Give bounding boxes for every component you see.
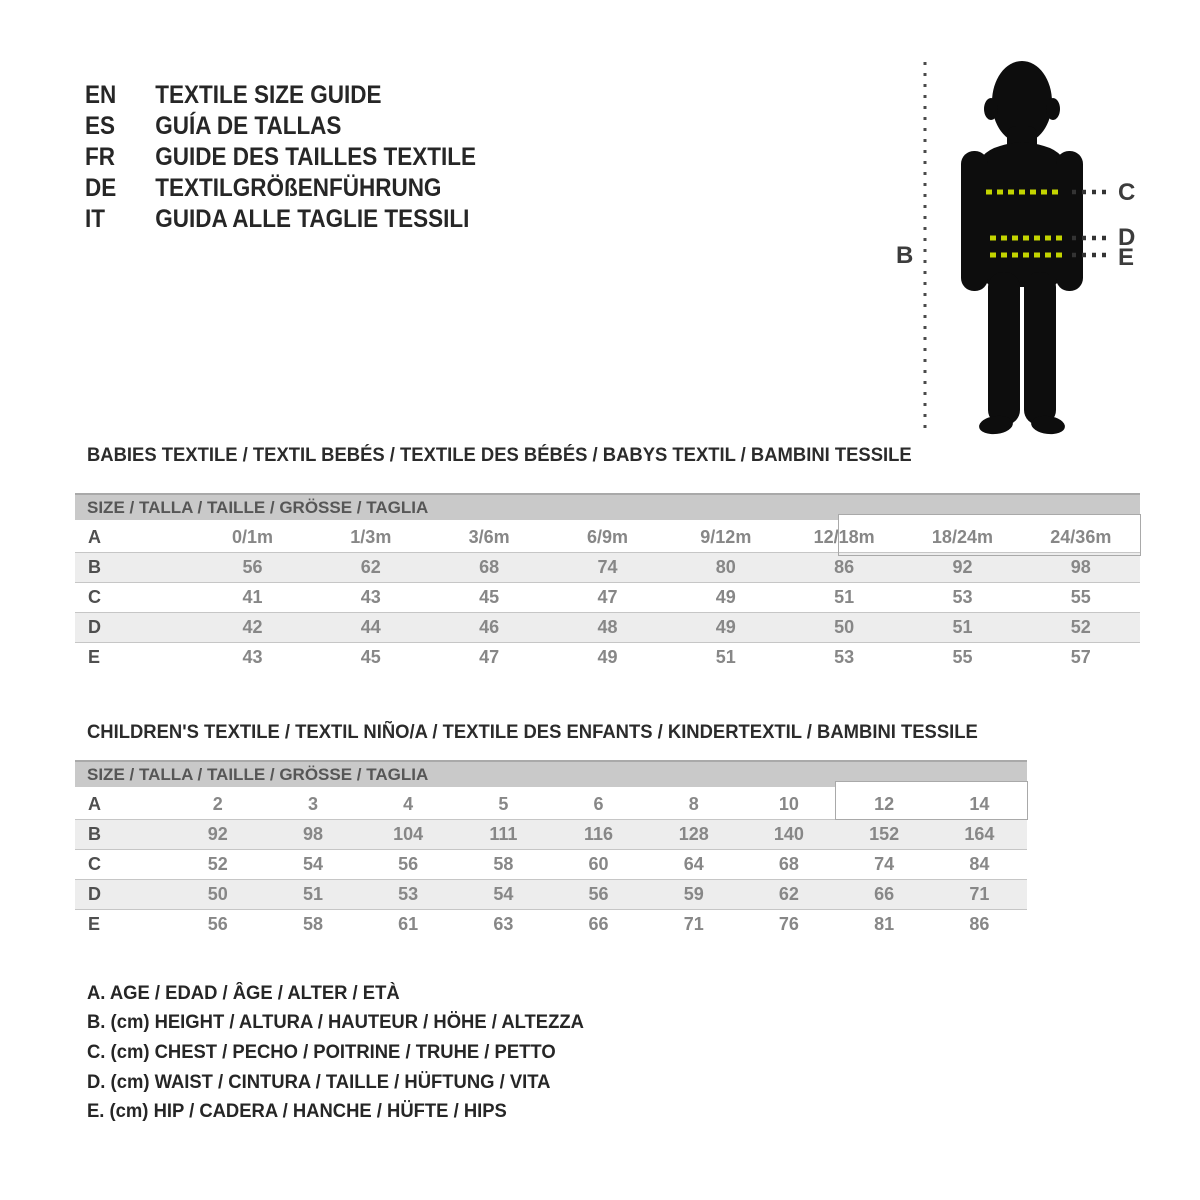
- size-cell: 128: [646, 820, 741, 850]
- table-row-c: [75, 850, 1027, 880]
- size-cell: 53: [361, 880, 456, 910]
- size-cell: 52: [207, 854, 228, 874]
- size-cell: 10: [778, 794, 799, 814]
- size-cell: 76: [778, 914, 799, 934]
- size-cell: 43: [360, 587, 381, 607]
- size-cell: 47: [479, 647, 500, 667]
- size-cell: 81: [874, 914, 895, 934]
- size-cell: 52: [1022, 613, 1140, 643]
- legend-item: C. (cm) CHEST / PECHO / POITRINE / TRUHE / PETTO: [87, 1041, 556, 1063]
- size-cell: 45: [360, 647, 381, 667]
- row-label: B: [75, 820, 170, 850]
- size-cell: 59: [646, 880, 741, 910]
- babies-highlight-box: [838, 514, 1141, 556]
- size-cell: 47: [597, 587, 618, 607]
- language-title-list: [85, 80, 476, 235]
- size-cell: 9/12m: [700, 527, 752, 547]
- table-row-c: [75, 583, 1140, 613]
- language-title: TEXTILE SIZE GUIDE: [155, 81, 382, 109]
- size-cell: 51: [834, 587, 855, 607]
- size-cell: 66: [588, 914, 609, 934]
- language-title: GUIDE DES TAILLES TEXTILE: [155, 143, 477, 171]
- measurement-legend: [87, 979, 584, 1127]
- size-cell: 4: [403, 794, 414, 814]
- row-label: D: [75, 613, 193, 643]
- size-cell: 58: [493, 854, 514, 874]
- size-cell: 46: [430, 613, 548, 643]
- size-cell: 45: [479, 587, 500, 607]
- child-silhouette-figure: [850, 46, 1160, 446]
- language-row: [85, 111, 476, 142]
- size-cell: 44: [312, 613, 430, 643]
- size-cell: 41: [242, 587, 263, 607]
- size-cell: 80: [667, 553, 785, 583]
- size-cell: 56: [207, 914, 228, 934]
- legend-item: E. (cm) HIP / CADERA / HANCHE / HÜFTE / HIPS: [87, 1101, 507, 1123]
- row-label: C: [88, 854, 101, 874]
- size-cell: 3/6m: [468, 527, 510, 547]
- size-cell: 49: [597, 647, 618, 667]
- measure-label-e: E: [1118, 244, 1135, 271]
- size-cell: 98: [265, 820, 360, 850]
- children-table-header: SIZE / TALLA / TAILLE / GRÖSSE / TAGLIA: [75, 761, 1027, 789]
- legend-item: D. (cm) WAIST / CINTURA / TAILLE / HÜFTUNG / VITA: [87, 1071, 551, 1093]
- table-row-b: [75, 820, 1027, 850]
- size-cell: 63: [493, 914, 514, 934]
- size-cell: 164: [932, 820, 1027, 850]
- size-cell: 12/18m: [813, 527, 875, 547]
- row-label: E: [88, 914, 101, 934]
- size-cell: 92: [170, 820, 265, 850]
- table-row-b: [75, 553, 1140, 583]
- babies-section-title: BABIES TEXTILE / TEXTIL BEBÉS / TEXTILE DES BÉBÉS / BABYS TEXTIL / BAMBINI TESSILE: [87, 445, 912, 466]
- language-code: IT: [85, 205, 105, 233]
- size-cell: 54: [456, 880, 551, 910]
- size-cell: 49: [715, 587, 736, 607]
- row-label: B: [75, 553, 193, 583]
- size-cell: 3: [307, 794, 318, 814]
- babies-table-header: SIZE / TALLA / TAILLE / GRÖSSE / TAGLIA: [75, 494, 1140, 522]
- language-code: DE: [85, 174, 117, 202]
- size-cell: 98: [1022, 553, 1140, 583]
- size-cell: 50: [170, 880, 265, 910]
- table-row-e: [75, 643, 1140, 673]
- size-cell: 64: [683, 854, 704, 874]
- size-cell: 62: [741, 880, 836, 910]
- size-cell: 57: [1070, 647, 1091, 667]
- size-cell: 5: [498, 794, 509, 814]
- language-code: ES: [85, 112, 116, 140]
- table-row-d: [75, 880, 1027, 910]
- size-cell: 6/9m: [586, 527, 628, 547]
- language-code: FR: [85, 143, 115, 171]
- size-cell: 86: [969, 914, 990, 934]
- size-cell: 116: [551, 820, 646, 850]
- size-cell: 49: [667, 613, 785, 643]
- size-cell: 60: [588, 854, 609, 874]
- row-label: A: [88, 527, 101, 547]
- children-highlight-box: [835, 781, 1028, 820]
- row-label: A: [88, 794, 101, 814]
- size-cell: 48: [548, 613, 666, 643]
- size-cell: 86: [785, 553, 903, 583]
- language-row: [85, 142, 476, 173]
- size-cell: 56: [551, 880, 646, 910]
- child-body-silhouette: [961, 61, 1083, 436]
- size-cell: 71: [932, 880, 1027, 910]
- size-cell: 74: [548, 553, 666, 583]
- size-cell: 55: [1070, 587, 1091, 607]
- legend-item: B. (cm) HEIGHT / ALTURA / HAUTEUR / HÖHE / ALTEZZA: [87, 1012, 584, 1034]
- table-row-e: [75, 910, 1027, 940]
- size-cell: 6: [593, 794, 604, 814]
- size-cell: 51: [903, 613, 1021, 643]
- legend-item: A. AGE / EDAD / ÂGE / ALTER / ETÀ: [87, 982, 400, 1004]
- measure-label-b: B: [896, 242, 914, 269]
- size-cell: 66: [837, 880, 932, 910]
- size-cell: 92: [903, 553, 1021, 583]
- size-cell: 18/24m: [931, 527, 993, 547]
- size-cell: 8: [688, 794, 699, 814]
- language-title: TEXTILGRÖßENFÜHRUNG: [155, 174, 442, 202]
- language-code: EN: [85, 81, 117, 109]
- size-cell: 152: [837, 820, 932, 850]
- size-cell: 0/1m: [231, 527, 273, 547]
- size-cell: 51: [715, 647, 736, 667]
- size-cell: 53: [834, 647, 855, 667]
- language-row: [85, 204, 476, 235]
- size-cell: 58: [302, 914, 323, 934]
- size-cell: 43: [242, 647, 263, 667]
- measure-label-c: C: [1118, 179, 1136, 206]
- size-cell: 2: [212, 794, 223, 814]
- size-cell: 74: [874, 854, 895, 874]
- size-cell: 55: [952, 647, 973, 667]
- size-cell: 14: [969, 794, 990, 814]
- row-label: D: [75, 880, 170, 910]
- size-cell: 61: [398, 914, 419, 934]
- language-title: GUÍA DE TALLAS: [155, 112, 342, 140]
- size-cell: 53: [952, 587, 973, 607]
- size-cell: 54: [302, 854, 323, 874]
- size-cell: 56: [398, 854, 419, 874]
- row-label: E: [88, 647, 101, 667]
- size-cell: 1/3m: [350, 527, 392, 547]
- size-cell: 111: [456, 820, 551, 850]
- size-cell: 56: [193, 553, 311, 583]
- language-title: GUIDA ALLE TAGLIE TESSILI: [155, 205, 470, 233]
- table-row-d: [75, 613, 1140, 643]
- language-row: [85, 173, 476, 204]
- size-cell: 71: [683, 914, 704, 934]
- size-cell: 24/36m: [1050, 527, 1112, 547]
- row-label: C: [88, 587, 101, 607]
- size-cell: 12: [874, 794, 895, 814]
- size-cell: 140: [741, 820, 836, 850]
- measure-label-d: D: [1118, 224, 1136, 251]
- children-section-title: CHILDREN'S TEXTILE / TEXTIL NIÑO/A / TEXTILE DES ENFANTS / KINDERTEXTIL / BAMBINI TESSILE: [87, 722, 978, 743]
- size-cell: 84: [969, 854, 990, 874]
- size-cell: 62: [312, 553, 430, 583]
- language-row: [85, 80, 476, 111]
- size-cell: 68: [778, 854, 799, 874]
- size-cell: 104: [361, 820, 456, 850]
- size-cell: 42: [193, 613, 311, 643]
- size-cell: 68: [430, 553, 548, 583]
- size-cell: 50: [785, 613, 903, 643]
- size-cell: 51: [265, 880, 360, 910]
